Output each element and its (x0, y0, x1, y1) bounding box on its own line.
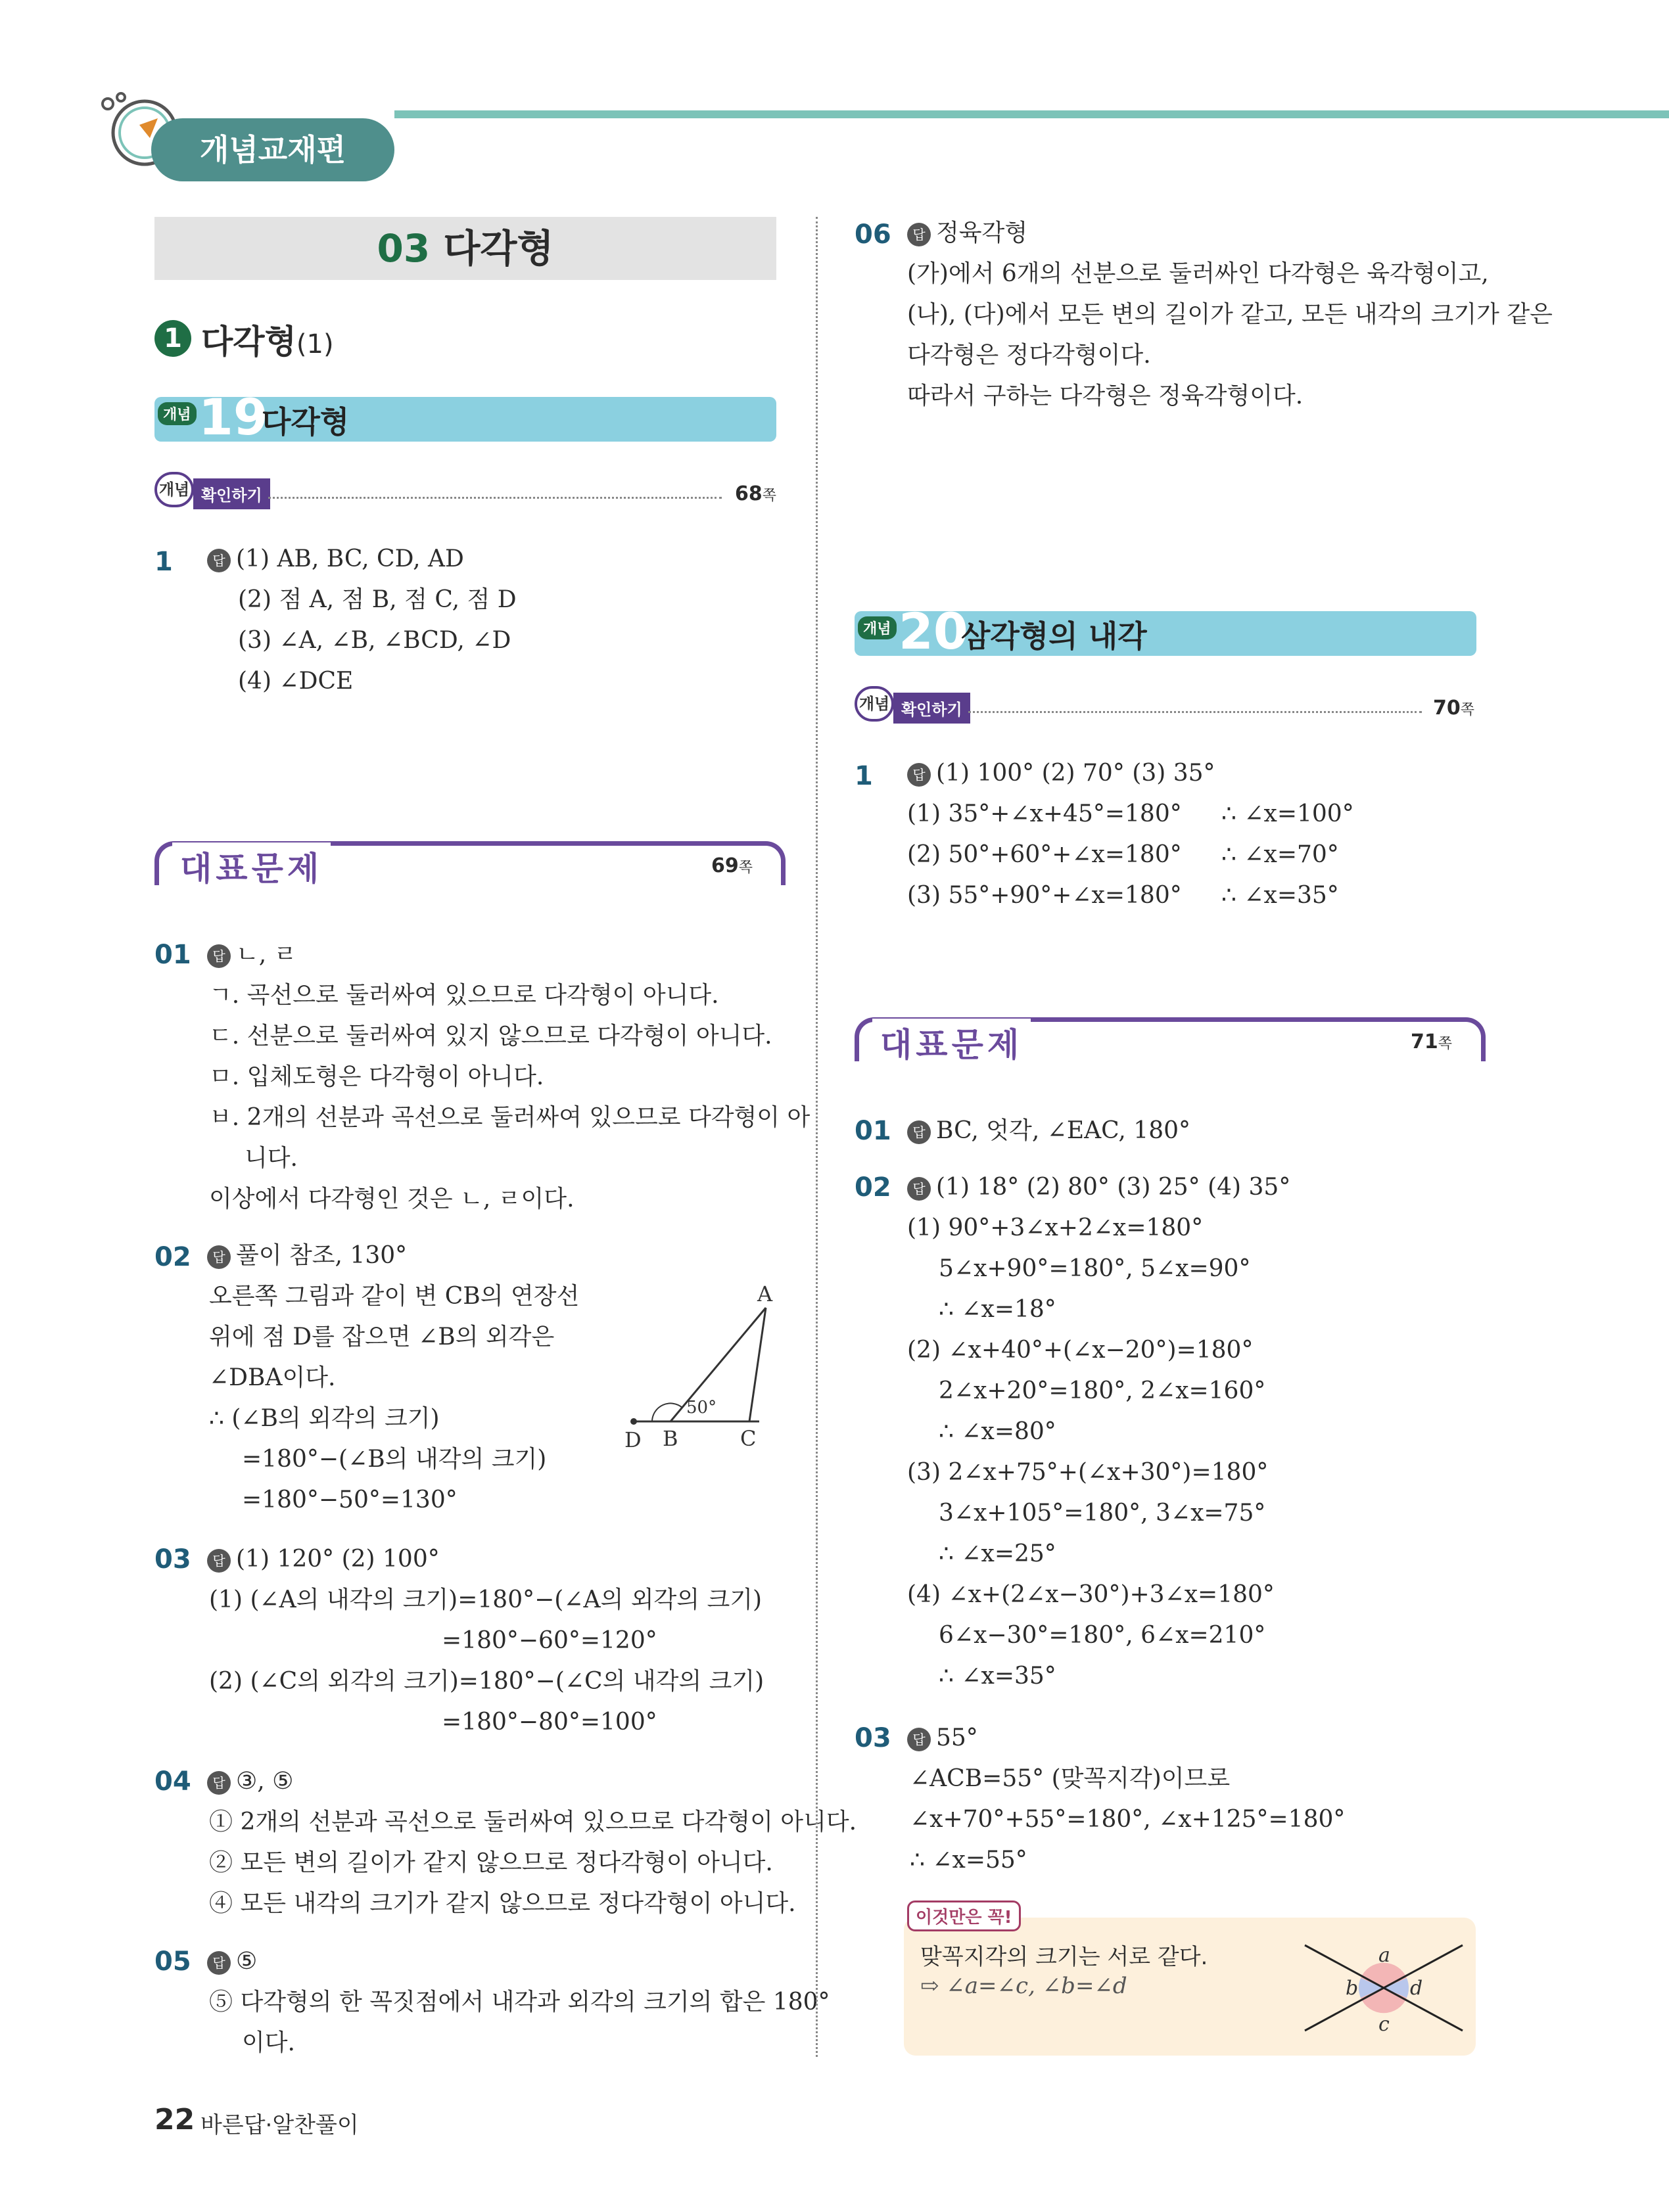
explanation-line: =180°−80°=100° (442, 1709, 657, 1736)
explanation-line: 5∠x+90°=180°, 5∠x=90° (939, 1255, 1251, 1282)
answer-line: (4) ∠DCE (238, 668, 354, 695)
answer-text: (1) AB, BC, CD, AD (236, 545, 464, 572)
vertex-label-c: C (740, 1426, 757, 1451)
angle-label-a: a (1378, 1944, 1390, 1967)
explanation-line: (3) 55°+90°+∠x=180° (907, 882, 1182, 909)
explanation-line: =180°−50°=130° (242, 1486, 458, 1513)
explanation-line: =180°−60°=120° (442, 1627, 657, 1654)
page-reference (1433, 697, 1474, 720)
question-number: 03 (154, 1544, 191, 1575)
explanation-line: 이상에서 다각형인 것은 ㄴ, ㄹ이다. (209, 1186, 575, 1212)
answer-icon: 답 (907, 763, 931, 787)
column-divider (816, 217, 818, 2057)
result-line: ∴ ∠x=35° (1221, 882, 1339, 909)
question-number: 03 (855, 1723, 891, 1753)
answer-text: ③, ⑤ (236, 1768, 294, 1795)
question-number: 04 (154, 1766, 191, 1797)
answer-text: (1) 120° (2) 100° (236, 1546, 440, 1573)
answer-text: ⑤ (236, 1948, 258, 1975)
vertical-angles-figure (1298, 1939, 1469, 2037)
subsection-title (201, 315, 334, 363)
explanation-line: 6∠x−30°=180°, 6∠x=210° (939, 1622, 1266, 1649)
explanation-line: 이다. (242, 2029, 295, 2056)
answer-text: BC, 엇각, ∠EAC, 180° (936, 1117, 1191, 1144)
question-number: 02 (154, 1242, 191, 1272)
explanation-line: (1) (∠A의 내각의 크기)=180°−(∠A의 외각의 크기) (209, 1586, 763, 1613)
explanation-line: ∴ ∠x=18° (939, 1296, 1056, 1323)
answer-line (907, 1115, 1190, 1147)
explanation-line: (나), (다)에서 모든 변의 길이가 같고, 모든 내각의 크기가 같은 (907, 301, 1553, 328)
question-number: 01 (855, 1116, 891, 1146)
explanation-line: ∴ ∠x=80° (939, 1418, 1056, 1445)
explanation-line: (가)에서 6개의 선분으로 둘러싸인 다각형은 육각형이고, (907, 260, 1489, 287)
vertex-label-d: D (624, 1427, 642, 1452)
page-number: 22 (154, 2103, 195, 2136)
page-unit: 쪽 (738, 860, 753, 876)
answer-text: 55° (936, 1724, 978, 1751)
angle-label-b: b (1346, 1977, 1359, 2000)
answer-icon: 답 (907, 1728, 931, 1751)
answer-icon: 답 (207, 1951, 231, 1975)
question-number: 02 (855, 1172, 891, 1203)
footer-text: 바른답·알찬풀이 (200, 2112, 359, 2138)
explanation-line: 위에 점 D를 잡으면 ∠B의 외각은 (209, 1324, 555, 1350)
answer-text: (1) 100° (2) 70° (3) 35° (936, 760, 1215, 787)
explanation-line: (1) 35°+∠x+45°=180° (907, 800, 1182, 827)
explanation-line: ∠DBA이다. (209, 1364, 336, 1391)
explanation-line: ∴ (∠B의 외각의 크기) (209, 1405, 440, 1432)
page-unit: 쪽 (1460, 702, 1475, 718)
concept-badge: 개념 (158, 402, 197, 425)
answer-line: (2) 점 A, 점 B, 점 C, 점 D (238, 586, 517, 613)
section-title-text: 다각형 (443, 226, 554, 271)
explanation-line: (3) 2∠x+75°+(∠x+30°)=180° (907, 1459, 1269, 1486)
subsection-suffix: (1) (296, 329, 334, 359)
concept-title: 다각형 (262, 404, 350, 440)
page-unit: 쪽 (762, 488, 777, 504)
check-oval: 개념 (855, 686, 894, 722)
answer-icon: 답 (207, 1245, 231, 1269)
answer-text: ㄴ, ㄹ (236, 941, 297, 968)
explanation-line: (1) 90°+3∠x+2∠x=180° (907, 1214, 1204, 1241)
concept-badge: 개념 (858, 616, 897, 639)
vertex-label-a: A (757, 1281, 773, 1306)
explanation-line: ∴ ∠x=25° (939, 1540, 1056, 1567)
explanation-line: 다각형은 정다각형이다. (907, 342, 1151, 369)
triangle-figure (618, 1281, 776, 1452)
subsection-number: 1 (154, 320, 191, 357)
answer-text: 풀이 참조, 130° (236, 1242, 408, 1269)
result-line: ∴ ∠x=100° (1221, 800, 1354, 827)
explanation-line: (2) 50°+60°+∠x=180° (907, 841, 1182, 868)
concept-number: 20 (899, 602, 968, 660)
angle-label-d: d (1410, 1977, 1423, 2000)
question-number: 06 (855, 219, 891, 250)
tip-text: 맞꼭지각의 크기는 서로 같다. (920, 1944, 1208, 1970)
representative-title: 대표문제 (172, 842, 331, 890)
explanation-line: ④ 모든 내각의 크기가 같지 않으므로 정다각형이 아니다. (209, 1890, 796, 1917)
page-reference (735, 482, 776, 505)
answer-line (907, 757, 1215, 790)
header-tab-label: 개념교재편 (199, 132, 346, 168)
page-number: 69 (711, 854, 739, 877)
vertex-label-b: B (663, 1426, 678, 1451)
explanation-line: 3∠x+105°=180°, 3∠x=75° (939, 1500, 1266, 1527)
answer-icon: 답 (207, 549, 231, 572)
page-number: 71 (1411, 1030, 1438, 1053)
angle-label: 50° (686, 1398, 717, 1417)
answer-line (207, 1765, 293, 1798)
answer-line (907, 1722, 978, 1755)
answer-icon: 답 (207, 944, 231, 968)
answer-icon: 답 (207, 1549, 231, 1573)
answer-text: 정육각형 (936, 219, 1028, 246)
subsection-title-text: 다각형 (201, 323, 296, 361)
explanation-line: ㄷ. 선분으로 둘러싸여 있지 않으므로 다각형이 아니다. (209, 1023, 772, 1049)
answer-line (207, 1945, 257, 1978)
concept-number: 19 (199, 388, 268, 446)
explanation-line: 따라서 구하는 다각형은 정육각형이다. (907, 382, 1304, 409)
answer-icon: 답 (907, 1177, 931, 1201)
check-oval: 개념 (154, 472, 194, 507)
check-label: 확인하기 (193, 478, 270, 509)
explanation-line: ㅂ. 2개의 선분과 곡선으로 둘러싸여 있으므로 다각형이 아 (209, 1104, 811, 1131)
answer-line (207, 1239, 407, 1272)
explanation-line: 2∠x+20°=180°, 2∠x=160° (939, 1377, 1266, 1404)
question-number: 1 (855, 761, 873, 791)
page-unit: 쪽 (1438, 1036, 1453, 1052)
explanation-line: (4) ∠x+(2∠x−30°)+3∠x=180° (907, 1581, 1275, 1608)
explanation-line: ∠x+70°+55°=180°, ∠x+125°=180° (910, 1806, 1346, 1833)
answer-icon: 답 (907, 223, 931, 246)
section-number: 03 (377, 226, 431, 271)
answer-icon: 답 (207, 1771, 231, 1795)
tip-formula: ⇨ ∠a=∠c, ∠b=∠d (920, 1973, 1127, 1999)
answer-line (207, 543, 464, 576)
angle-label-c: c (1378, 2013, 1390, 2036)
concept-title: 삼각형의 내각 (961, 618, 1147, 654)
explanation-line: ∴ ∠x=35° (939, 1663, 1056, 1690)
explanation-line: ∠ACB=55° (맞꼭지각)이므로 (910, 1765, 1231, 1792)
question-number: 1 (154, 547, 173, 577)
answer-line: (3) ∠A, ∠B, ∠BCD, ∠D (238, 627, 511, 654)
explanation-line: ⑤ 다각형의 한 꼭짓점에서 내각과 외각의 크기의 합은 180° (209, 1989, 830, 2016)
answer-line (907, 1171, 1290, 1204)
answer-icon: 답 (907, 1120, 931, 1144)
dotted-leader (968, 711, 1422, 713)
explanation-line: ∴ ∠x=55° (910, 1847, 1027, 1874)
result-line: ∴ ∠x=70° (1221, 841, 1339, 868)
question-number: 05 (154, 1947, 191, 1977)
answer-line (207, 1543, 440, 1576)
answer-text: (1) 18° (2) 80° (3) 25° (4) 35° (936, 1174, 1291, 1201)
page-reference (1411, 1030, 1452, 1053)
dotted-leader (268, 497, 722, 499)
answer-line (907, 217, 1027, 250)
page-number: 70 (1433, 697, 1461, 720)
tip-tag: 이것만은 꼭! (907, 1901, 1021, 1931)
check-label: 확인하기 (893, 693, 970, 724)
explanation-line: ① 2개의 선분과 곡선으로 둘러싸여 있으므로 다각형이 아니다. (209, 1809, 857, 1835)
explanation-line: =180°−(∠B의 내각의 크기) (242, 1446, 547, 1473)
explanation-line: ㄱ. 곡선으로 둘러싸여 있으므로 다각형이 아니다. (209, 982, 719, 1009)
explanation-line: ② 모든 변의 길이가 같지 않으므로 정다각형이 아니다. (209, 1849, 773, 1876)
explanation-line: 오른쪽 그림과 같이 변 CB의 연장선 (209, 1283, 580, 1310)
explanation-line: 니다. (245, 1145, 298, 1172)
explanation-line: ㅁ. 입체도형은 다각형이 아니다. (209, 1063, 544, 1090)
page-number: 68 (735, 482, 763, 505)
page-reference (711, 854, 753, 877)
question-number: 01 (154, 940, 191, 970)
explanation-line: (2) (∠C의 외각의 크기)=180°−(∠C의 내각의 크기) (209, 1668, 764, 1695)
explanation-line: (2) ∠x+40°+(∠x−20°)=180° (907, 1337, 1254, 1364)
header-rule (394, 110, 1669, 118)
representative-title: 대표문제 (872, 1019, 1031, 1066)
section-title (154, 217, 776, 280)
answer-line (207, 938, 296, 971)
